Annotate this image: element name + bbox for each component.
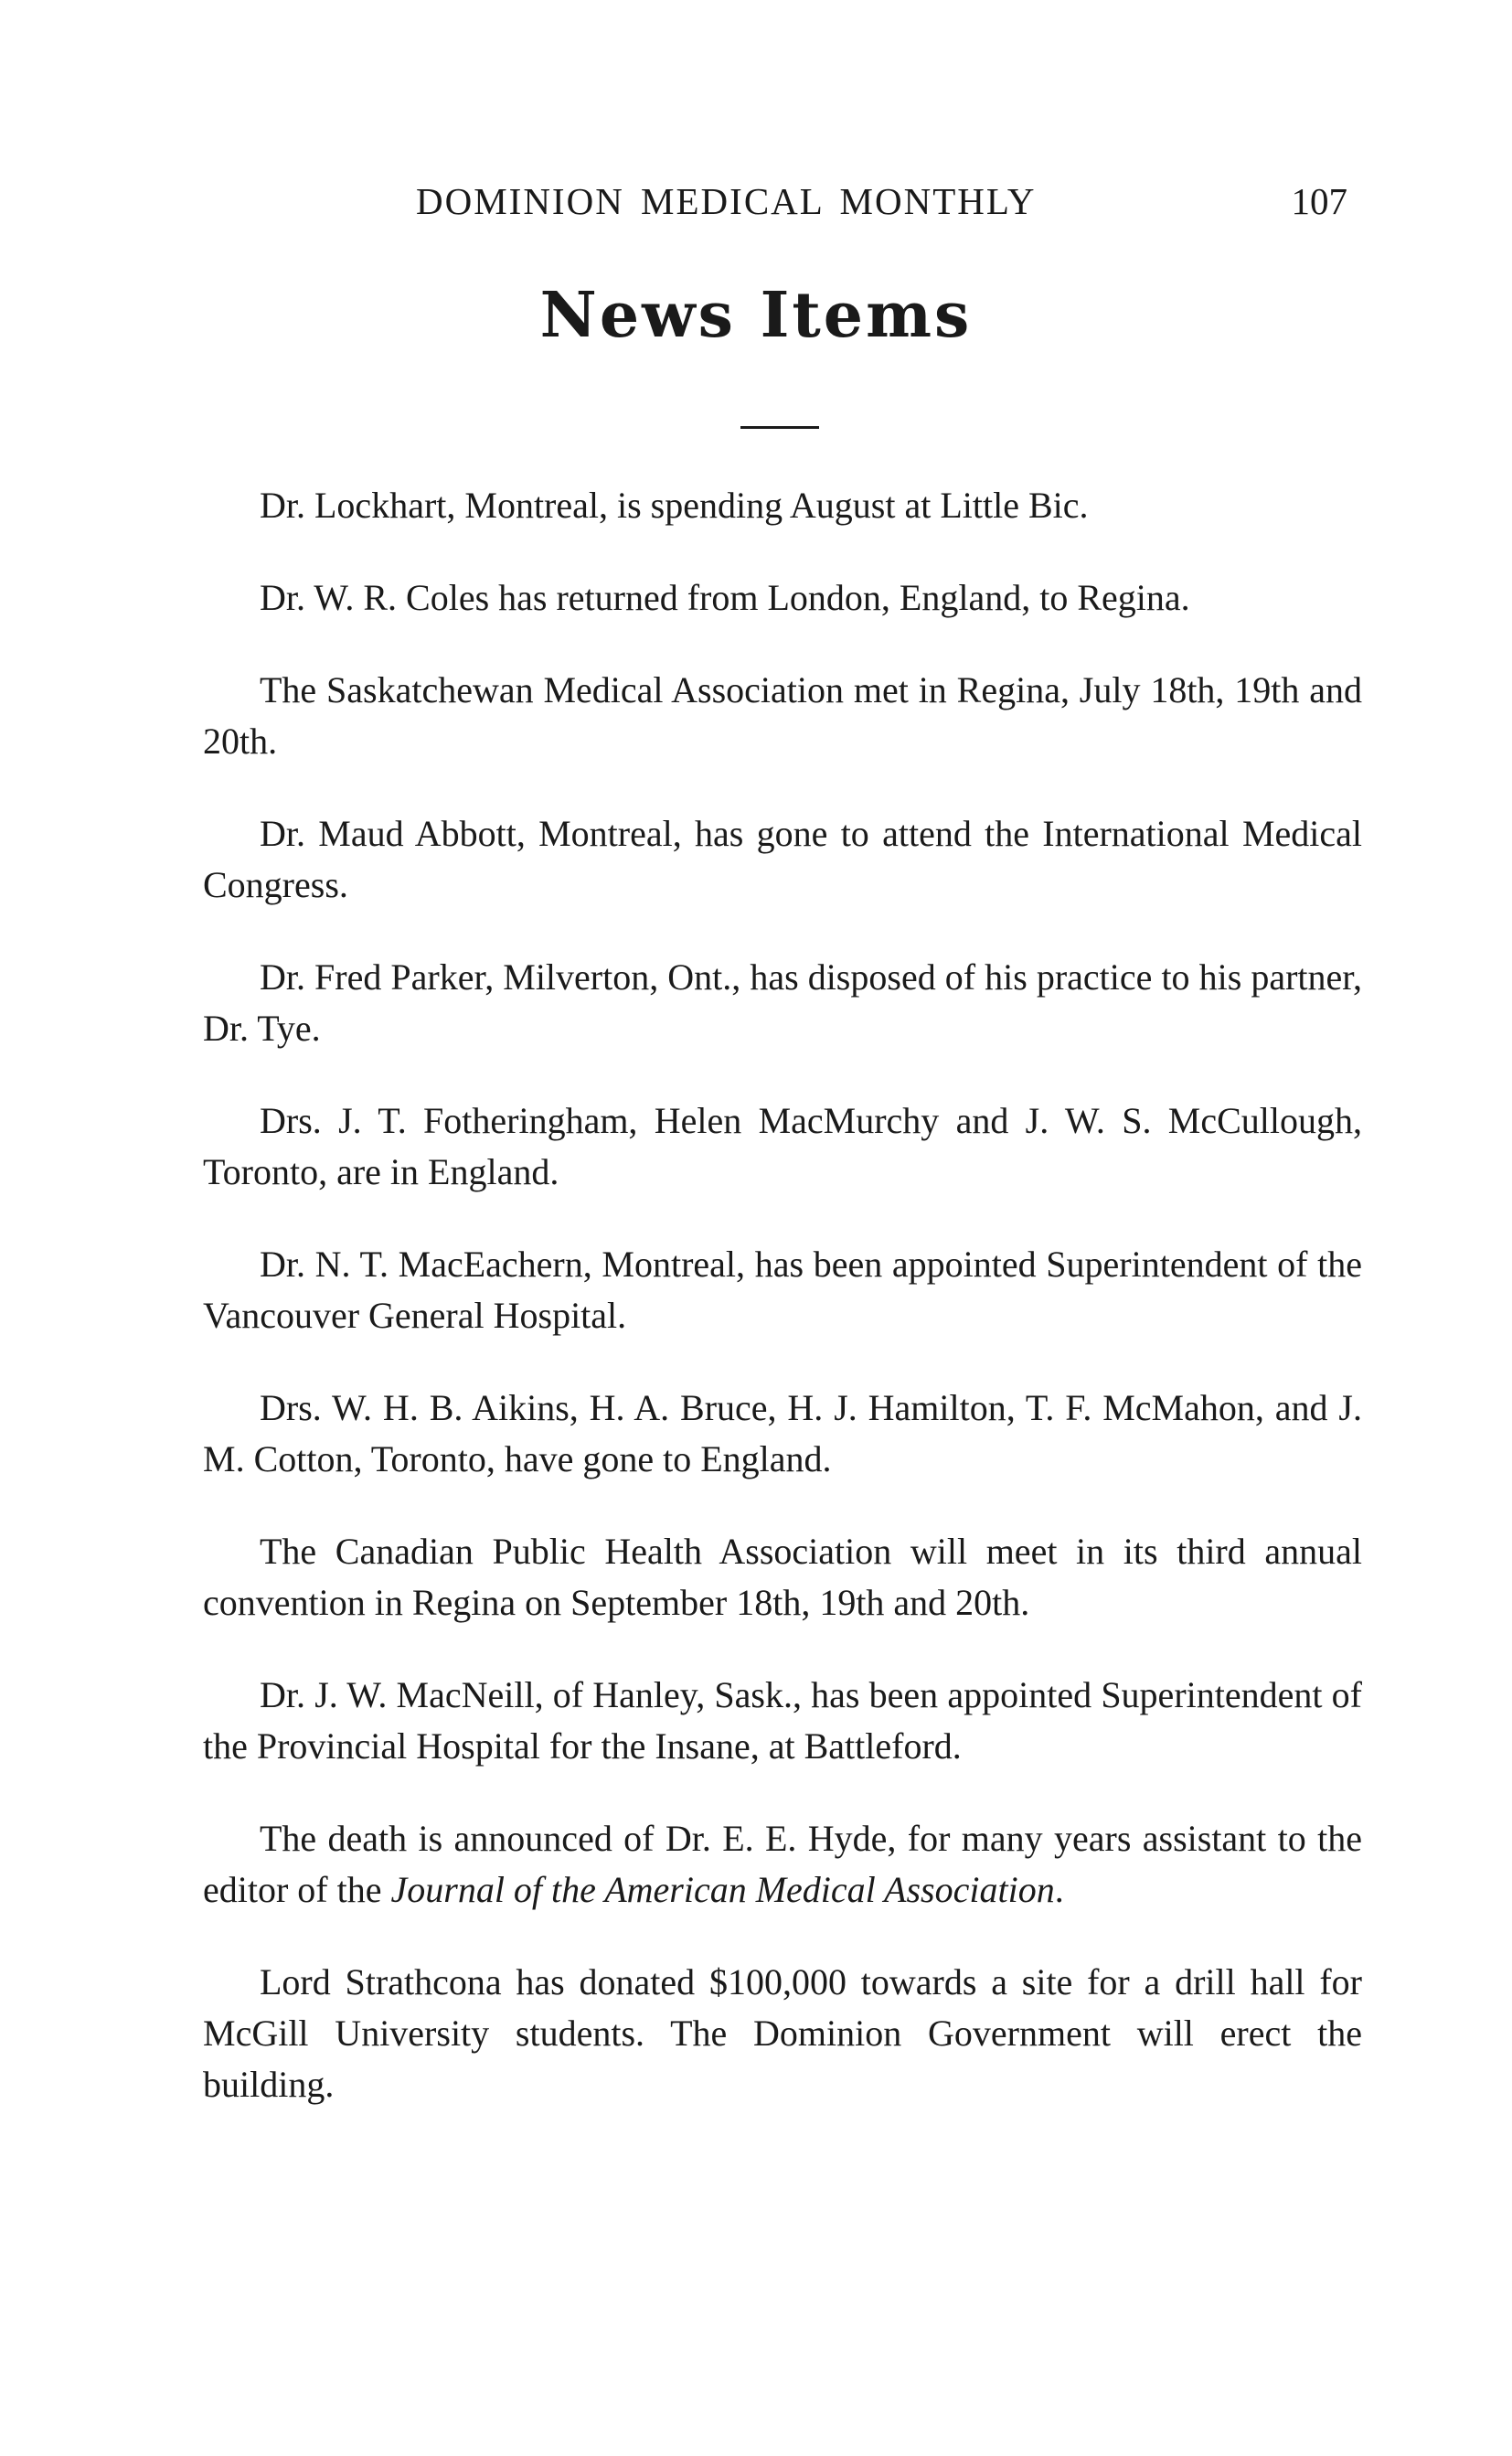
journal-title: Journal of the American Medical Association bbox=[390, 1869, 1055, 1910]
news-item bbox=[203, 1813, 1362, 1916]
news-item: Dr. Maud Abbott, Montreal, has gone to attend the International Medical Congress. bbox=[203, 813, 1362, 905]
section-title: News Items bbox=[539, 279, 973, 352]
news-items bbox=[203, 480, 1362, 2152]
news-item: The Canadian Public Health Association will meet in its third annual convention in Regina on September 18th, 19th and 20th. bbox=[203, 1531, 1362, 1623]
news-item: Dr. Fred Parker, Milverton, Ont., has disposed of his practice to his partner, Dr. Tye. bbox=[203, 956, 1362, 1049]
news-item: Dr. W. R. Coles has returned from London, England, to Regina. bbox=[260, 577, 1190, 618]
news-item-text-end: . bbox=[1054, 1869, 1064, 1910]
news-item: Dr. N. T. MacEachern, Montreal, has been appointed Superintendent of the Vancouver General Hospital. bbox=[203, 1244, 1362, 1336]
news-item: Dr. J. W. MacNeill, of Hanley, Sask., has been appointed Superintendent of the Provincial Hospital for the Insane, at Battleford. bbox=[203, 1674, 1362, 1767]
news-item: Lord Strathcona has donated $100,000 towards a site for a drill hall for McGill University students. The Dominion Government will erect the building. bbox=[203, 1961, 1362, 2105]
title-rule bbox=[740, 426, 819, 429]
news-item: The Saskatchewan Medical Association met in Regina, July 18th, 19th and 20th. bbox=[203, 669, 1362, 762]
running-head: DOMINION MEDICAL MONTHLY bbox=[416, 180, 1037, 222]
page-number: 107 bbox=[1291, 180, 1347, 222]
news-item-text: The death is announced of Dr. E. E. Hyde, for many years assistant to the editor of the bbox=[203, 1818, 1362, 1910]
news-item: Drs. J. T. Fotheringham, Helen MacMurchy and J. W. S. McCullough, Toronto, are in England. bbox=[203, 1100, 1362, 1192]
news-item: Dr. Lockhart, Montreal, is spending August at Little Bic. bbox=[260, 485, 1089, 526]
news-item: Drs. W. H. B. Aikins, H. A. Bruce, H. J. Hamilton, T. F. McMahon, and J. M. Cotton, Toronto, have gone to England. bbox=[203, 1387, 1362, 1479]
